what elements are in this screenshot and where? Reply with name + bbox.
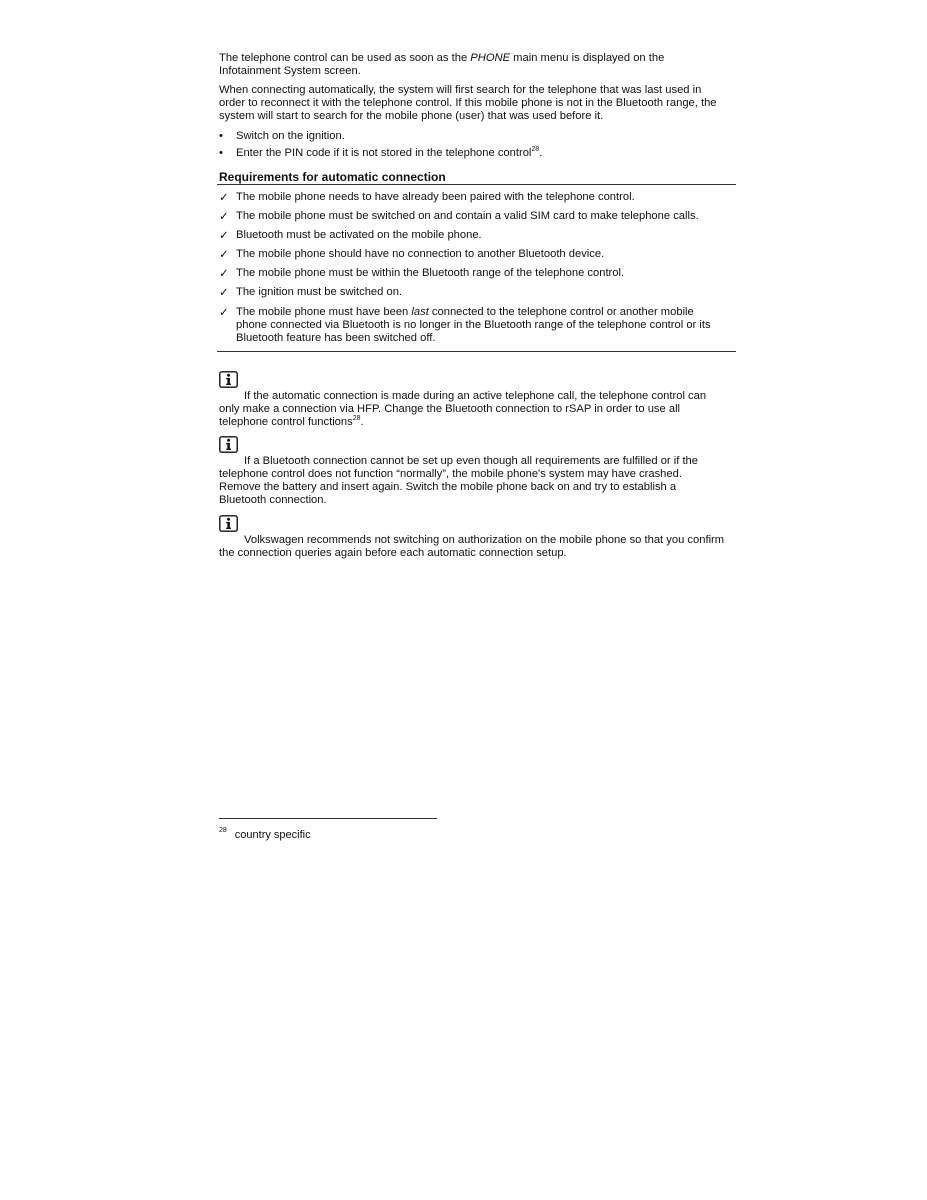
footnote xyxy=(219,829,311,842)
info-icon xyxy=(219,436,238,453)
intro-p2-line: order to reconnect it with the telephone control. If this mobile phone is not in the Bluetooth range, the xyxy=(219,97,717,109)
note-line: Bluetooth connection. xyxy=(219,494,327,507)
note-line: Remove the battery and insert again. Switch the mobile phone back on and try to establish a xyxy=(219,481,677,494)
requirement-text: The mobile phone must have been last connected to the telephone control or another mobile phone connected via Bluetooth is no longer in the Bluetooth range of the telephone control or its Bluetooth feature has been switched off. xyxy=(236,306,711,344)
requirement-text: The ignition must be switched on. xyxy=(236,286,403,298)
check-mark-icon: ✓ xyxy=(219,190,229,204)
intro-p1-line2: Infotainment System screen. xyxy=(219,65,361,77)
intro-p1-line1: The telephone control can be used as soon as the PHONE main menu is displayed on the xyxy=(219,52,665,64)
bullet-text: Enter the PIN code if it is not stored in the telephone control$^{28}$. xyxy=(236,146,543,159)
check-mark-icon: ✓ xyxy=(219,285,229,299)
footnote-ref[interactable]: 28 xyxy=(531,146,540,153)
intro-paragraph-2 xyxy=(219,84,736,123)
note-1 xyxy=(219,390,736,429)
note-2 xyxy=(219,455,736,507)
section-heading: Requirements for automatic connection xyxy=(219,170,446,184)
note-line: Volkswagen recommends not switching on authorization on the mobile phone so that you confirm xyxy=(244,534,725,547)
info-icon xyxy=(219,515,238,532)
bullet-text: Switch on the ignition. xyxy=(236,130,345,142)
check-mark-icon: ✓ xyxy=(219,266,229,280)
requirement-text: The mobile phone must be switched on and contain a valid SIM card to make telephone calls. xyxy=(236,210,699,222)
requirement-text: The mobile phone should have no connection to another Bluetooth device. xyxy=(236,248,605,260)
bullet-icon: • xyxy=(219,130,223,142)
note-line: telephone control functions$^{28}$. xyxy=(219,415,364,429)
note-line: If the automatic connection is made during an active telephone call, the telephone control can xyxy=(244,390,707,403)
check-mark-icon: ✓ xyxy=(219,305,229,319)
note-line: the connection queries again before each automatic connection setup. xyxy=(219,547,567,560)
footnote-ref[interactable]: 28 xyxy=(352,415,361,423)
intro-p2-line: system will start to search for the mobile phone (user) that was used before it. xyxy=(219,110,604,122)
heading-rule xyxy=(217,184,736,185)
intro-paragraph-1 xyxy=(219,52,736,78)
check-mark-icon: ✓ xyxy=(219,209,229,223)
requirement-text: The mobile phone must be within the Bluetooth range of the telephone control. xyxy=(236,267,625,279)
requirement-text: Bluetooth must be activated on the mobile phone. xyxy=(236,229,482,241)
intro-p2-line: When connecting automatically, the system will first search for the telephone that was last used in xyxy=(219,84,702,96)
note-line: telephone control does not function “normally”, the mobile phone's system may have crashed. xyxy=(219,468,682,481)
note-line: only make a connection via HFP. Change the Bluetooth connection to rSAP in order to use all xyxy=(219,403,681,416)
footnote-text: country specific xyxy=(234,829,311,841)
check-mark-icon: ✓ xyxy=(219,228,229,242)
requirement-text: The mobile phone needs to have already been paired with the telephone control. xyxy=(236,191,635,203)
section-rule xyxy=(217,351,736,352)
info-icon xyxy=(219,371,238,388)
note-3 xyxy=(219,534,736,560)
footnote-number: 28 xyxy=(219,827,227,834)
check-mark-icon: ✓ xyxy=(219,247,229,261)
footnote-separator xyxy=(219,818,437,819)
bullet-icon: • xyxy=(219,147,223,159)
note-line: If a Bluetooth connection cannot be set up even though all requirements are fulfilled or if the xyxy=(244,455,699,468)
